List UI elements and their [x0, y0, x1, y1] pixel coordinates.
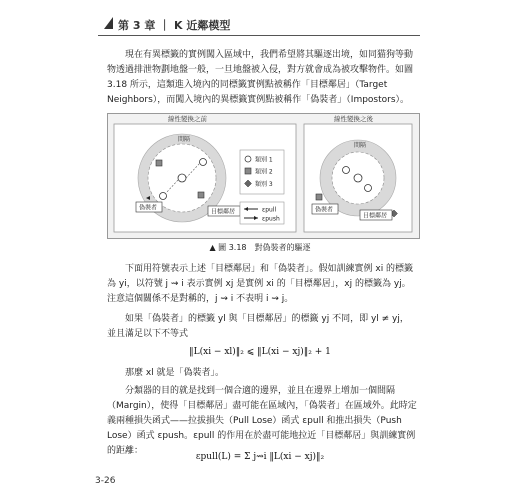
- paragraph-4: 那麼 xl 就是「偽裝者」。: [125, 368, 225, 378]
- header-rule: [98, 35, 420, 36]
- figure-caption: ▲ 圖 3.18 對偽裝者的驅逐: [209, 243, 311, 252]
- legend-circle-icon: [245, 156, 251, 162]
- legend-label-3: 類別 3: [255, 181, 273, 188]
- legend-label-1: 類別 1: [255, 156, 273, 164]
- chapter-title: 第 3 章 ｜ K 近鄰模型: [118, 19, 231, 32]
- left-target-circle: [200, 159, 207, 166]
- left-target-circle-2: [160, 193, 167, 200]
- push-arrow-label: εpush: [262, 215, 280, 223]
- pull-arrow-label: εpull: [262, 206, 277, 214]
- right-panel-title: 線性變換之後: [334, 115, 373, 123]
- paragraph-2: 下面用符號表示上述「目標鄰居」和「偽裝者」。假如訓練實例 xi 的標籤為 yi，以符號 j ⇝ i 表示實例 xj 是實例 xi 的「目標鄰居」，xj 的標籤為 yj。注意這個關係不是對稱的，j ⇝ i 不表明 i ⇝ j。: [107, 264, 414, 304]
- paragraph-1: 現在有異標籤的實例闖入區域中，我們希望將其驅逐出境，如同猫狗等動物透過排泄物劃地盤一般，一旦地盤被入侵，對方就會成為被攻擊物件。如圖 3.18 所示，這類進入境內的同標籤實例點被稱作「目標鄰居」（Target Neighbors），而闖入境內的異標籤實例點被稱作「偽裝者」（Impostors）。: [107, 50, 414, 105]
- left-center-point: [178, 174, 186, 182]
- right-target-circle: [343, 167, 350, 174]
- pull-loss-equation: εpull(L) = Σ j⇝i ‖L(xi − xj)‖₂: [195, 452, 325, 462]
- paragraph-5: 分類器的目的就是找到一個合適的邊界，並且在邊界上增加一個間隔（Margin），使得「目標鄰居」盡可能在區域內，「偽裝者」在區域外。此時定義兩種損失函式——拉拔損失（Pull Lose）函式 εpull 和推出損失（Push Lose）函式 εpush。εpull 的作用在於盡可能地拉近「目標鄰居」與訓練實例的距離：: [107, 386, 417, 456]
- figure-3-18: [107, 113, 420, 239]
- paragraph-3: 如果「偽裝者」的標籤 yl 與「目標鄰居」的標籤 yj 不同，即 yl ≠ yj，並且滿足以下不等式: [107, 314, 409, 339]
- right-target-label: 目標鄰居: [363, 212, 388, 220]
- figure-diagram: [108, 114, 419, 238]
- left-panel-title: 線性變換之前: [168, 115, 207, 123]
- page-number: 3-26: [95, 476, 116, 486]
- right-impostor-label: 偽裝者: [315, 206, 334, 214]
- legend-square-icon: [245, 168, 251, 174]
- left-target-label: 目標鄰居: [211, 208, 236, 216]
- right-center-point: [354, 174, 362, 182]
- left-impostor-label: 偽裝者: [139, 204, 158, 212]
- legend-label-2: 類別 2: [255, 168, 273, 176]
- left-impostor-square: [156, 160, 162, 166]
- right-impostor-square: [316, 194, 322, 200]
- left-impostor-square-2: [198, 192, 204, 198]
- page-header: [0, 0, 520, 40]
- right-target-circle-2: [365, 185, 372, 192]
- right-margin-label: 間隔: [354, 142, 367, 149]
- left-margin-label: 間隔: [178, 136, 191, 143]
- chapter-triangle-icon: [104, 17, 113, 29]
- inequality-equation: ‖L(xi − xl)‖₂ ⩽ ‖L(xi − xj)‖₂ + 1: [189, 347, 331, 357]
